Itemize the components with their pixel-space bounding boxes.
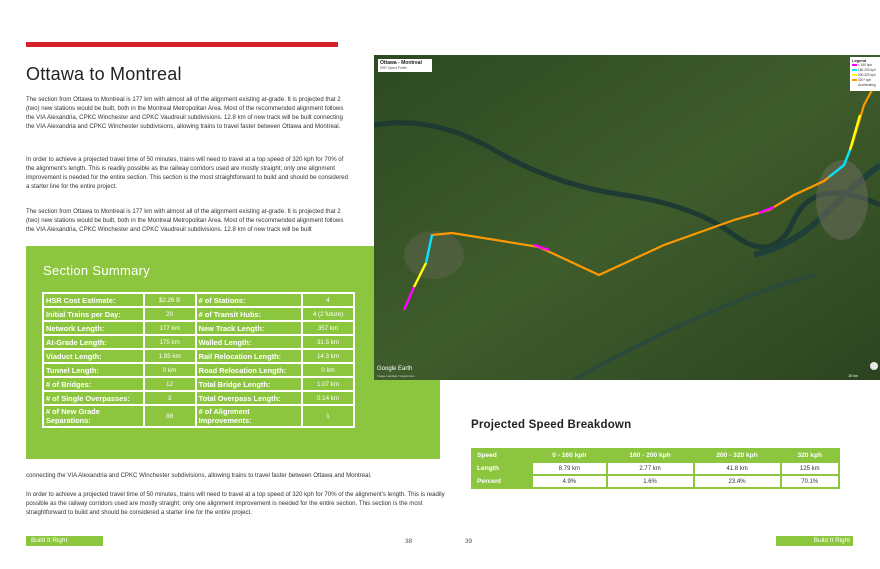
summary-label: Tunnel Length:	[43, 363, 144, 377]
paragraph: connecting the VIA Alexandria and CPKC Winchester subdivisions, allowing trains to travel faster between Ottawa and Montreal.	[26, 472, 372, 479]
summary-value: 0.14 km	[302, 391, 354, 405]
paragraph: The section from Ottawa to Montreal is 177 km with almost all of the alignment existing at-grade. It is projected that 2 (two) new stations would be built, both in the Montreal Metropolitan Area. Most of the recommended alignment follows the VIA Alexandria, CPKC Winchester and CPKC Vaudreuil subdivisions. 12.8 km of new track will be built	[26, 208, 344, 233]
summary-label: HSR Cost Estimate:	[43, 293, 144, 307]
speed-row-label: Percent	[472, 475, 532, 488]
paragraph: In order to achieve a projected travel time of 50 minutes, trains will need to travel at a top speed of 320 kph for 70% of the alignment's length. This is readily possible as the railway corridors used are mostly straight; only one alignment improvement is needed for the entire section. This section is the most straightforward to build and should be considered a starter line for the entire project.	[26, 156, 349, 190]
terrain-background	[374, 55, 880, 380]
summary-value: 0 km	[302, 363, 354, 377]
imagery-credit: Image Landsat / Copernicus	[377, 374, 415, 378]
paragraph: The section from Ottawa to Montreal is 177 km with almost all of the alignment existing at-grade. It is projected that 2 (two) new stations would be built, both in the Montreal Metropolitan Area. Most of the recommended alignment follows the VIA Alexandria, CPKC Winchester and CPKC Vaudreuil subdivisions. 12.8 km of new track will be built connecting the VIA Alexandria and CPKC Winchester subdivisions, allowing trains to travel faster between Ottawa and Montreal.	[26, 96, 344, 130]
summary-value: 1	[302, 405, 354, 427]
summary-label: Walled Length:	[196, 335, 302, 349]
ottawa-urban-area	[404, 231, 464, 279]
speed-value: 125 km	[781, 462, 839, 475]
summary-value: 31.5 km	[302, 335, 354, 349]
footer-label-left: Build It Right	[26, 536, 103, 546]
summary-label: New Track Length:	[196, 321, 302, 335]
summary-label: Rail Relocation Length:	[196, 349, 302, 363]
route-map	[374, 55, 880, 380]
page-title: Ottawa to Montreal	[26, 64, 182, 84]
summary-label: # of New Grade Separations:	[43, 405, 144, 427]
footer-label-right: Build It Right	[776, 536, 853, 546]
summary-row	[43, 391, 354, 405]
map-legend	[850, 57, 880, 91]
summary-row	[43, 307, 354, 321]
summary-value: 4	[302, 293, 354, 307]
summary-label: Total Overpass Length:	[196, 391, 302, 405]
summary-label: # of Alignment Improvements:	[196, 405, 302, 427]
speed-row-length	[472, 462, 839, 475]
summary-label: Network Length:	[43, 321, 144, 335]
summary-label: Total Bridge Length:	[196, 377, 302, 391]
montreal-urban-area	[816, 160, 868, 240]
google-earth-watermark: Google Earth	[377, 366, 413, 372]
legend-label: 160-200 kph	[858, 68, 876, 72]
summary-label: # of Bridges:	[43, 377, 144, 391]
summary-value: 20	[144, 307, 196, 321]
speed-header-cell: Speed	[472, 449, 532, 462]
speed-value: 70.1%	[781, 475, 839, 488]
summary-value: 14.3 km	[302, 349, 354, 363]
map-subtitle: HSR Speed Profile	[380, 66, 407, 70]
map-title-box	[378, 59, 432, 72]
legend-label: < 160 kph	[858, 63, 873, 67]
speed-row-percent	[472, 475, 839, 488]
speed-header-cell: 200 - 320 kph	[694, 449, 781, 462]
summary-value: 4 (2 future)	[302, 307, 354, 321]
speed-header-cell: 0 - 160 kph	[532, 449, 607, 462]
speed-value: 1.6%	[607, 475, 694, 488]
summary-row	[43, 293, 354, 307]
summary-value: 12	[144, 377, 196, 391]
legend-label: 320+ kph	[858, 78, 872, 82]
legend-swatch	[852, 84, 857, 86]
speed-value: 23.4%	[694, 475, 781, 488]
summary-label: Initial Trains per Day:	[43, 307, 144, 321]
page-number-left: 38	[405, 538, 413, 545]
speed-value: 2.77 km	[607, 462, 694, 475]
summary-value: 3	[144, 391, 196, 405]
legend-title: Legend	[852, 58, 867, 63]
summary-label: # of Stations:	[196, 293, 302, 307]
section-summary-title: Section Summary	[43, 263, 151, 278]
legend-item	[852, 83, 878, 88]
summary-label: Road Relocation Length:	[196, 363, 302, 377]
speed-breakdown-table	[471, 448, 840, 489]
summary-value: 1.95 km	[144, 349, 196, 363]
section-summary-table	[42, 292, 355, 428]
summary-row	[43, 335, 354, 349]
legend-label: Accelerating	[858, 83, 876, 87]
summary-row	[43, 321, 354, 335]
speed-breakdown-title: Projected Speed Breakdown	[471, 419, 632, 431]
summary-value: 175 km	[144, 335, 196, 349]
summary-row	[43, 349, 354, 363]
satellite-map-image	[374, 55, 880, 380]
summary-row	[43, 363, 354, 377]
map-scale: 20 km	[848, 374, 858, 378]
summary-value: 1.07 km	[302, 377, 354, 391]
speed-value: 8.79 km	[532, 462, 607, 475]
summary-row	[43, 377, 354, 391]
speed-header-cell: 160 - 200 kph	[607, 449, 694, 462]
summary-label: # of Single Overpasses:	[43, 391, 144, 405]
summary-label: # of Transit Hubs:	[196, 307, 302, 321]
map-title: Ottawa - Montreal	[380, 60, 422, 66]
legend-swatch	[852, 74, 857, 76]
legend-label: 200-320 kph	[858, 73, 876, 77]
summary-value: 0 km	[144, 363, 196, 377]
summary-row	[43, 405, 354, 427]
summary-value: $2.26 B	[144, 293, 196, 307]
summary-label: At-Grade Length:	[43, 335, 144, 349]
page-number-right: 39	[465, 538, 473, 545]
summary-label: Viaduct Length:	[43, 349, 144, 363]
legend-swatch	[852, 69, 857, 71]
paragraph: In order to achieve a projected travel time of 50 minutes, trains will need to travel at a top speed of 320 kph for 70% of the alignment's length. This is readily possible as the railway corridors used are mostly straight; only one alignment improvement is needed for the entire section. This section is the most straightforward to build and should be considered a starter line for the entire project.	[26, 491, 445, 516]
speed-value: 4.9%	[532, 475, 607, 488]
summary-value: 357 km	[302, 321, 354, 335]
compass-icon	[870, 362, 878, 370]
title-accent-bar	[26, 42, 338, 47]
speed-row-label: Length	[472, 462, 532, 475]
summary-value: 88	[144, 405, 196, 427]
legend-swatch	[852, 79, 857, 81]
speed-header-cell: 320 kph	[781, 449, 839, 462]
summary-value: 177 km	[144, 321, 196, 335]
speed-value: 41.8 km	[694, 462, 781, 475]
legend-swatch	[852, 64, 857, 66]
